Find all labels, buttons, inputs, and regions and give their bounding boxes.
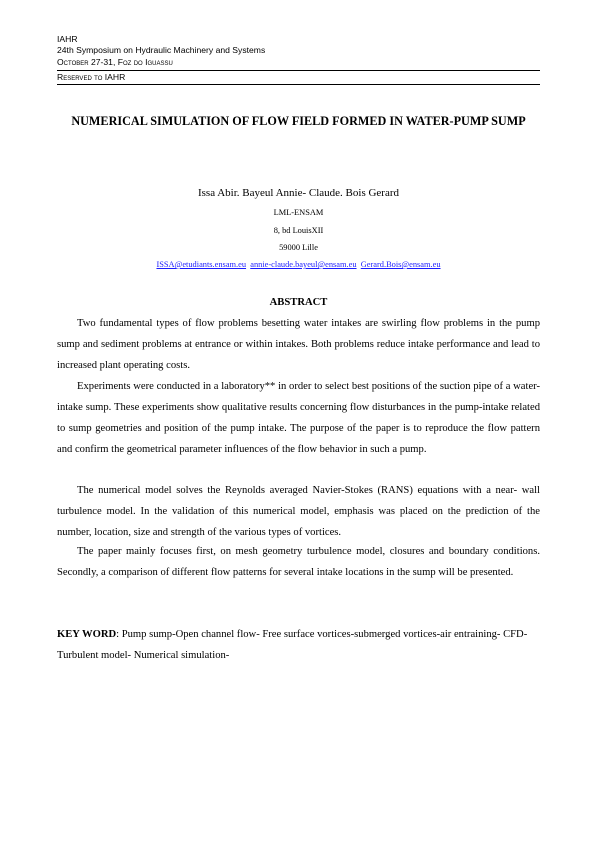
authors: Issa Abir. Bayeul Annie- Claude. Bois Gerard <box>197 187 400 199</box>
header-event: 24th Symposium on Hydraulic Machinery and Systems <box>57 45 266 55</box>
header-org: IAHR <box>57 34 78 44</box>
affiliation-lab: LML-ENSAM <box>273 208 324 217</box>
keywords-label: KEY WORD <box>57 629 117 640</box>
header-rule <box>57 70 540 71</box>
abstract-paragraph-3: The numerical model solves the Reynolds averaged Navier-Stokes (RANS) equations with a near- wall turbulence model. In the validation of this numerical model, emphasis was placed on the prediction of the number, location, size and strength of the various types of vortices. <box>57 485 540 538</box>
email-list <box>57 259 540 270</box>
abstract-heading: ABSTRACT <box>269 297 328 308</box>
keywords-text: : Pump sump-Open channel flow- Free surface vortices-submerged vortices-air entraining- CFD-Turbulent model- Numerical simulation- <box>57 629 528 661</box>
header-rule-2 <box>57 84 540 85</box>
abstract-paragraph-1: Two fundamental types of flow problems besetting water intakes are swirling flow problems in the pump sump and sediment problems at entrance or within intakes. Both problems reduce intake performance and lead to increased plant operating costs. <box>57 318 540 371</box>
keywords <box>57 624 540 666</box>
affiliation-street: 8, bd LouisXII <box>273 226 324 235</box>
header-dates-location: October 27-31, Foz do Iguassu <box>57 57 173 67</box>
abstract-paragraph-2: Experiments were conducted in a laboratory** in order to select best positions of the suction pipe of a water-intake sump. These experiments show qualitative results concerning flow disturbances in the pump-intake related to sump geometries and position of the pump intake. The purpose of the paper is to reproduce the flow pattern and confirm the geometrical parameter influences of the flow behavior in such a pump. <box>57 381 540 455</box>
email-link-2[interactable]: annie-claude.bayeul@ensam.eu <box>250 260 357 269</box>
header-reserved: Reserved to IAHR <box>57 72 126 82</box>
email-link-3[interactable]: Gerard.Bois@ensam.eu <box>360 260 441 269</box>
paper-title: NUMERICAL SIMULATION OF FLOW FIELD FORMED IN WATER-PUMP SUMP <box>71 114 526 128</box>
affiliation-city: 59000 Lille <box>279 243 318 252</box>
abstract-paragraph-4: The paper mainly focuses first, on mesh geometry turbulence model, closures and boundary conditions. Secondly, a comparison of different flow patterns for several intake locations in the sump will be presented. <box>57 546 540 578</box>
email-link-1[interactable]: ISSA@etudiants.ensam.eu <box>156 260 247 269</box>
